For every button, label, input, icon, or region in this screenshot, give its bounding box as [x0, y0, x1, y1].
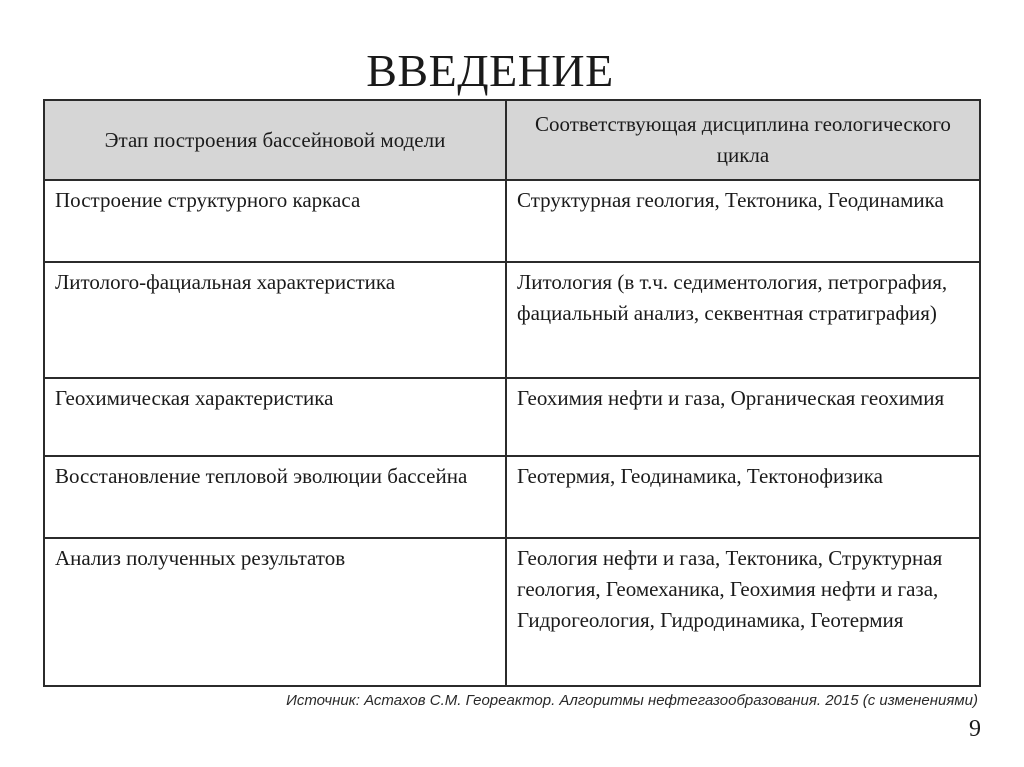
- stage-cell: Геохимическая характеристика: [44, 378, 506, 456]
- stage-cell: Построение структурного каркаса: [44, 180, 506, 262]
- table-row: [44, 262, 980, 378]
- page-title: ВВЕДЕНИЕ: [366, 44, 614, 96]
- stage-cell: Анализ полученных результатов: [44, 538, 506, 686]
- column-header-stage: Этап построения бассейновой модели: [44, 100, 506, 180]
- source-citation: Источник: Астахов С.М. Георeактор. Алгоритмы нефтегазообразования. 2015 (с изменениями): [286, 692, 978, 709]
- table-row: [44, 456, 980, 538]
- table-row: [44, 180, 980, 262]
- table-header-row: [44, 100, 980, 180]
- column-header-discipline: Соответствующая дисциплина геологического цикла: [506, 100, 980, 180]
- table-row: [44, 378, 980, 456]
- discipline-cell: Структурная геология, Тектоника, Геодинамика: [506, 180, 980, 262]
- disciplines-table: [43, 99, 981, 687]
- discipline-cell: Литология (в т.ч. седиментология, петрография, фациальный анализ, секвентная стратиграфия): [506, 262, 980, 378]
- discipline-cell: Геохимия нефти и газа, Органическая геохимия: [506, 378, 980, 456]
- stage-cell: Литолого-фациальная характеристика: [44, 262, 506, 378]
- page-number: 9: [969, 716, 981, 742]
- discipline-cell: Геология нефти и газа, Тектоника, Структурная геология, Геомеханика, Геохимия нефти и газа, Гидрогеология, Гидродинамика, Геотермия: [506, 538, 980, 686]
- discipline-cell: Геотермия, Геодинамика, Тектонофизика: [506, 456, 980, 538]
- stage-cell: Восстановление тепловой эволюции бассейна: [44, 456, 506, 538]
- table-row: [44, 538, 980, 686]
